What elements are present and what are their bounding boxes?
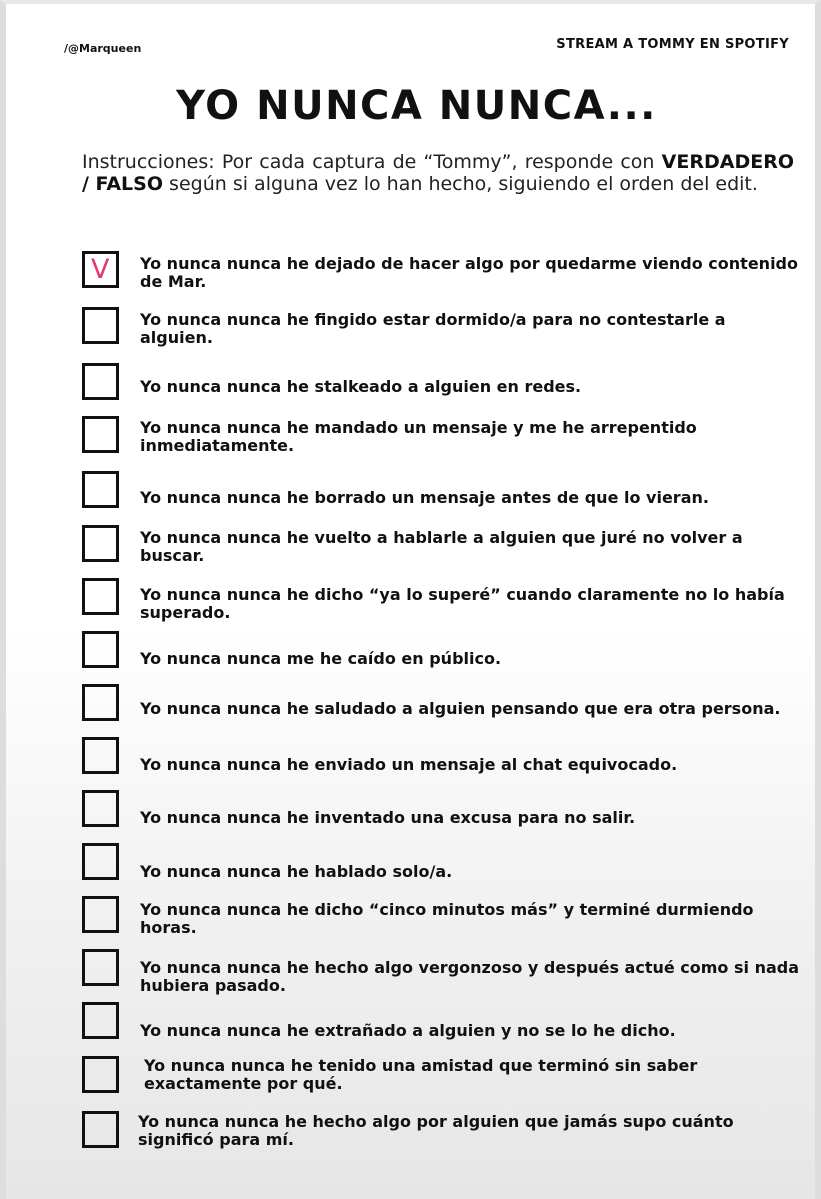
item-text: Yo nunca nunca he dejado de hacer algo por quedarme viendo contenido de Mar. — [140, 254, 798, 291]
item-text: Yo nunca nunca he saludado a alguien pensando que era otra persona. — [140, 699, 781, 718]
item-text: Yo nunca nunca he vuelto a hablarle a alguien que juré no volver a buscar. — [140, 528, 743, 565]
item-text: Yo nunca nunca he borrado un mensaje antes de que lo vieran. — [140, 488, 709, 507]
instructions-intro: Instrucciones: Por cada captura de “Tommy”, responde con — [82, 151, 662, 173]
checkbox[interactable] — [82, 578, 119, 615]
item-text: Yo nunca nunca he dicho “ya lo superé” cuando claramente no lo había superado. — [140, 585, 785, 622]
checkbox[interactable] — [82, 363, 119, 400]
check-mark: V — [91, 254, 110, 285]
item-text: Yo nunca nunca he fingido estar dormido/a para no contestarle a alguien. — [140, 310, 726, 347]
checkbox[interactable] — [82, 307, 119, 344]
checkbox[interactable] — [82, 684, 119, 721]
item-text: Yo nunca nunca he enviado un mensaje al chat equivocado. — [140, 755, 678, 774]
promo-text: STREAM A TOMMY EN SPOTIFY — [556, 37, 789, 52]
item-text: Yo nunca nunca he mandado un mensaje y me he arrepentido inmediatamente. — [140, 418, 697, 455]
item-text: Yo nunca nunca he hecho algo por alguien que jamás supo cuánto significó para mí. — [138, 1112, 734, 1149]
checkbox[interactable] — [82, 1056, 119, 1093]
item-text: Yo nunca nunca he hecho algo vergonzoso y después actué como si nada hubiera pasado. — [140, 958, 799, 995]
instructions-rest: según si alguna vez lo han hecho, siguiendo el orden del edit. — [163, 173, 758, 195]
page-title: YO NUNCA NUNCA... — [176, 83, 657, 129]
item-text: Yo nunca nunca he tenido una amistad que terminó sin saber exactamente por qué. — [144, 1056, 698, 1093]
item-text: Yo nunca nunca me he caído en público. — [140, 649, 502, 668]
checkbox[interactable] — [82, 525, 119, 562]
checkbox[interactable] — [82, 416, 119, 453]
author-handle: /@Marqueen — [64, 42, 142, 55]
item-text: Yo nunca nunca he hablado solo/a. — [140, 862, 453, 881]
checkbox[interactable] — [82, 1002, 119, 1039]
item-text: Yo nunca nunca he dicho “cinco minutos más” y terminé durmiendo horas. — [140, 900, 754, 937]
instructions-options: VERDADERO / FALSO — [82, 151, 794, 195]
checkbox[interactable] — [82, 471, 119, 508]
checkbox[interactable] — [82, 1111, 119, 1148]
checkbox[interactable] — [82, 737, 119, 774]
item-text: Yo nunca nunca he stalkeado a alguien en redes. — [140, 377, 582, 396]
item-text: Yo nunca nunca he extrañado a alguien y no se lo he dicho. — [140, 1021, 676, 1040]
checkbox[interactable] — [82, 949, 119, 986]
checkbox[interactable] — [82, 251, 119, 288]
instructions — [82, 151, 794, 195]
checkbox[interactable] — [82, 896, 119, 933]
item-text: Yo nunca nunca he inventado una excusa para no salir. — [140, 808, 636, 827]
checkbox[interactable] — [82, 843, 119, 880]
checkbox[interactable] — [82, 790, 119, 827]
checkbox[interactable] — [82, 631, 119, 668]
